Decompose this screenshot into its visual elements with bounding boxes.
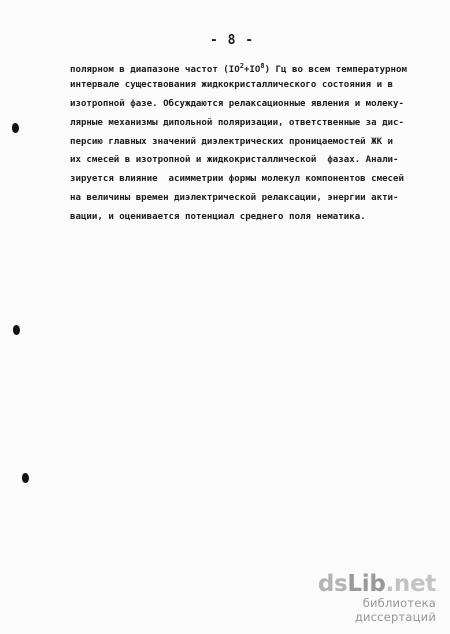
text-line-3: изотропной фазе. Обсуждаются релаксационные явления и молеку- (70, 98, 404, 109)
text-line-1 (70, 57, 422, 76)
text-line-5: персию главных значений диэлектрических проницаемостей ЖК и (70, 136, 394, 147)
text-line-7: зируется влияние асимметрии формы молекул компонентов смесей (70, 174, 404, 185)
text-line-1-end: ) Гц во всем температурном (264, 65, 407, 75)
text-line-9: вации, и оценивается потенциал среднего поля нематика. (70, 212, 366, 223)
dslib-watermark (296, 572, 436, 624)
punch-hole-mark (22, 473, 29, 483)
punch-hole-mark (13, 325, 20, 335)
punch-hole-mark (12, 123, 19, 133)
frequency-lower-base: IO (228, 65, 240, 75)
frequency-lower-exponent: 2 (239, 62, 244, 70)
logo-lib: Lib (347, 571, 386, 597)
page-number: - 8 - (210, 33, 255, 48)
text-line-4: лярные механизмы дипольной поляризации, ответственные за дис- (70, 117, 404, 128)
watermark-tagline: библиотека диссертаций (354, 596, 436, 624)
frequency-upper-exponent: 8 (260, 62, 265, 70)
dslib-logo (296, 572, 436, 596)
body-text (70, 57, 422, 227)
text-line-8: на величины времен диэлектрической релаксации, энергии акти- (70, 193, 399, 204)
text-line-6: их смесей в изотропной и жидкокристаллической фазах. Анали- (70, 155, 399, 166)
frequency-upper-base: +IO (243, 65, 261, 75)
text-line-2: интервале существования жидкокристаллического состояния и в (70, 79, 394, 90)
logo-net: .net (385, 571, 436, 597)
logo-ds: ds (317, 571, 348, 597)
text-line-1-start: полярном в диапазоне частот ( (70, 65, 229, 75)
